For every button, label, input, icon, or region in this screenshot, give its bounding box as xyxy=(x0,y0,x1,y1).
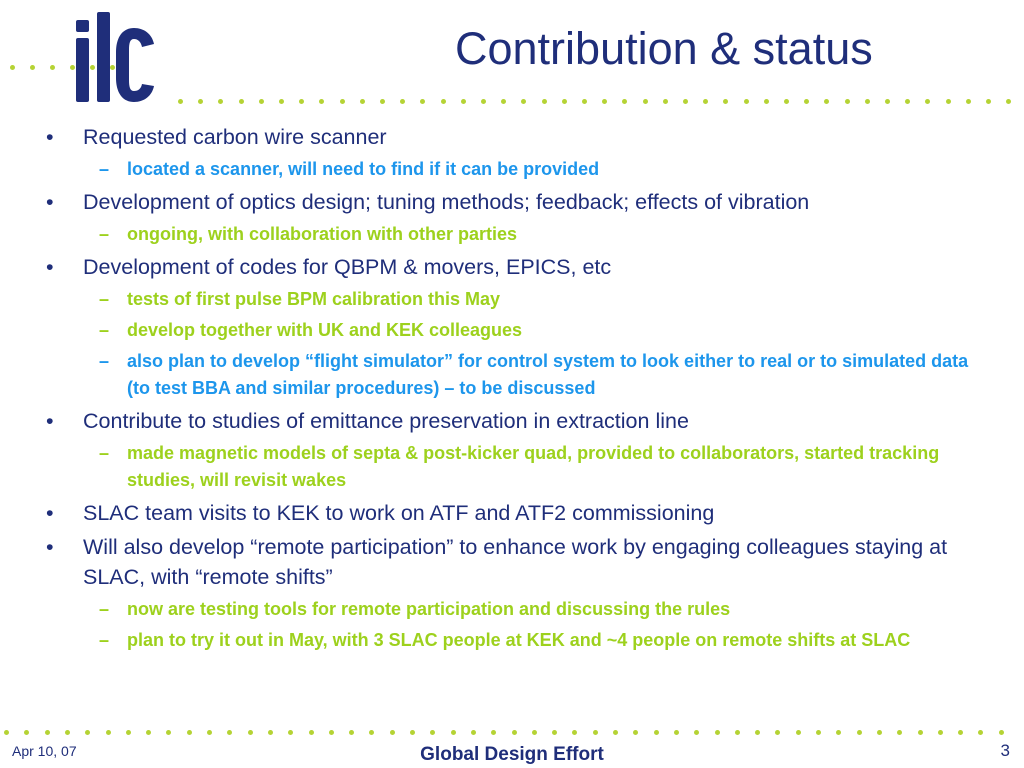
dot xyxy=(775,730,780,735)
dash-marker: – xyxy=(99,320,110,340)
dot xyxy=(198,99,203,104)
dot xyxy=(925,99,930,104)
dot xyxy=(218,99,223,104)
footer-date: Apr 10, 07 xyxy=(12,743,77,759)
dot xyxy=(946,99,951,104)
dot xyxy=(986,99,991,104)
bullet-text: SLAC team visits to KEK to work on ATF and ATF2 commissioning xyxy=(83,501,715,525)
dot xyxy=(865,99,870,104)
bullet-marker: • xyxy=(46,125,54,149)
dot xyxy=(958,730,963,735)
dash-marker: – xyxy=(99,159,110,179)
dot xyxy=(877,730,882,735)
dot xyxy=(816,730,821,735)
bullet-text: Requested carbon wire scanner xyxy=(83,125,387,149)
dot xyxy=(319,99,324,104)
dot xyxy=(905,99,910,104)
ilc-logo xyxy=(70,12,160,104)
bullet-item xyxy=(46,498,996,528)
dot xyxy=(420,99,425,104)
bullet-text: Contribute to studies of emittance preservation in extraction line xyxy=(83,409,689,433)
dot xyxy=(4,730,9,735)
slide-title: Contribution & status xyxy=(455,23,873,74)
dash-marker: – xyxy=(99,289,110,309)
dot xyxy=(918,730,923,735)
bullet-text: plan to try it out in May, with 3 SLAC people at KEK and ~4 people on remote shifts at SLAC xyxy=(127,630,911,650)
bullet-marker: • xyxy=(46,255,54,279)
dot xyxy=(50,65,55,70)
dot xyxy=(441,99,446,104)
dot xyxy=(369,730,374,735)
bullet-item xyxy=(46,122,996,152)
dot xyxy=(491,730,496,735)
sub-bullet-item xyxy=(46,156,996,183)
dot xyxy=(715,730,720,735)
dot xyxy=(836,730,841,735)
dot xyxy=(360,99,365,104)
dot xyxy=(349,730,354,735)
bullet-item xyxy=(46,187,996,217)
dot xyxy=(299,99,304,104)
dot xyxy=(380,99,385,104)
dot xyxy=(259,99,264,104)
dot xyxy=(764,99,769,104)
dot xyxy=(694,730,699,735)
dot xyxy=(207,730,212,735)
dot xyxy=(674,730,679,735)
dot xyxy=(340,99,345,104)
dot xyxy=(45,730,50,735)
bullet-list xyxy=(46,118,996,654)
dot xyxy=(390,730,395,735)
dot xyxy=(279,99,284,104)
bullet-text: located a scanner, will need to find if it can be provided xyxy=(127,159,600,179)
dot xyxy=(622,99,627,104)
dot xyxy=(633,730,638,735)
dot xyxy=(268,730,273,735)
dash-marker: – xyxy=(99,443,110,463)
dot xyxy=(804,99,809,104)
bullet-marker: • xyxy=(46,409,54,433)
dot xyxy=(461,99,466,104)
dash-marker: – xyxy=(99,630,110,650)
dot xyxy=(239,99,244,104)
dot xyxy=(885,99,890,104)
bullet-marker: • xyxy=(46,535,54,559)
dot xyxy=(572,730,577,735)
bullet-text: tests of first pulse BPM calibration this May xyxy=(127,289,501,309)
sub-bullet-item xyxy=(46,286,996,313)
dot xyxy=(532,730,537,735)
bullet-text: made magnetic models of septa & post-kicker quad, provided to collaborators, started tracking studies, will revisit wakes xyxy=(127,443,940,490)
dot xyxy=(552,730,557,735)
bullet-item xyxy=(46,252,996,282)
bullet-marker: • xyxy=(46,501,54,525)
dot xyxy=(735,730,740,735)
dot xyxy=(70,65,75,70)
dash-marker: – xyxy=(99,351,110,371)
sub-bullet-item xyxy=(46,221,996,248)
dot xyxy=(978,730,983,735)
dot-row-top xyxy=(178,99,1018,105)
dot xyxy=(663,99,668,104)
dot xyxy=(146,730,151,735)
dot xyxy=(512,730,517,735)
dot xyxy=(857,730,862,735)
dot xyxy=(400,99,405,104)
dot xyxy=(654,730,659,735)
bullet-text: develop together with UK and KEK colleagues xyxy=(127,320,523,340)
dot xyxy=(309,730,314,735)
dot xyxy=(897,730,902,735)
dot xyxy=(938,730,943,735)
dot xyxy=(582,99,587,104)
dot xyxy=(85,730,90,735)
dot xyxy=(10,65,15,70)
dot xyxy=(755,730,760,735)
dot xyxy=(30,65,35,70)
bullet-item xyxy=(46,406,996,436)
dot xyxy=(24,730,29,735)
dot xyxy=(481,99,486,104)
dot xyxy=(90,65,95,70)
dot xyxy=(187,730,192,735)
dot xyxy=(451,730,456,735)
dot xyxy=(845,99,850,104)
sub-bullet-item xyxy=(46,317,996,344)
dot xyxy=(593,730,598,735)
dot xyxy=(430,730,435,735)
sub-bullet-item xyxy=(46,348,996,402)
dot-row-bottom xyxy=(4,730,1020,736)
dot xyxy=(65,730,70,735)
dot xyxy=(824,99,829,104)
dot xyxy=(966,99,971,104)
bullet-text: Will also develop “remote participation” to enhance work by engaging colleagues staying at SLAC, with “remote shifts” xyxy=(83,535,948,589)
dot xyxy=(723,99,728,104)
dot xyxy=(602,99,607,104)
sub-bullet-item xyxy=(46,440,996,494)
dot xyxy=(613,730,618,735)
dot xyxy=(126,730,131,735)
dot xyxy=(248,730,253,735)
dot xyxy=(178,99,183,104)
dot xyxy=(227,730,232,735)
dot xyxy=(744,99,749,104)
dot xyxy=(1006,99,1011,104)
dot xyxy=(329,730,334,735)
dot xyxy=(562,99,567,104)
dot xyxy=(703,99,708,104)
bullet-text: also plan to develop “flight simulator” for control system to look either to real or to simulated data (to test BBA and similar procedures) – to be discussed xyxy=(127,351,969,398)
dot xyxy=(410,730,415,735)
bullet-marker: • xyxy=(46,190,54,214)
dash-marker: – xyxy=(99,224,110,244)
dot xyxy=(796,730,801,735)
dot xyxy=(166,730,171,735)
sub-bullet-item xyxy=(46,596,996,623)
page-number: 3 xyxy=(1000,741,1010,760)
dot xyxy=(521,99,526,104)
dot xyxy=(501,99,506,104)
dot-row-top-left xyxy=(10,65,120,71)
dot xyxy=(106,730,111,735)
bullet-text: Development of optics design; tuning methods; feedback; effects of vibration xyxy=(83,190,810,214)
dot xyxy=(643,99,648,104)
dot xyxy=(542,99,547,104)
dot xyxy=(999,730,1004,735)
dot xyxy=(683,99,688,104)
dot xyxy=(784,99,789,104)
footer-organization: Global Design Effort xyxy=(420,744,604,765)
bullet-text: now are testing tools for remote participation and discussing the rules xyxy=(127,599,731,619)
dash-marker: – xyxy=(99,599,110,619)
bullet-item xyxy=(46,532,996,592)
dot xyxy=(110,65,115,70)
bullet-text: Development of codes for QBPM & movers, EPICS, etc xyxy=(83,255,612,279)
dot xyxy=(288,730,293,735)
sub-bullet-item xyxy=(46,627,996,654)
bullet-text: ongoing, with collaboration with other parties xyxy=(127,224,517,244)
dot xyxy=(471,730,476,735)
